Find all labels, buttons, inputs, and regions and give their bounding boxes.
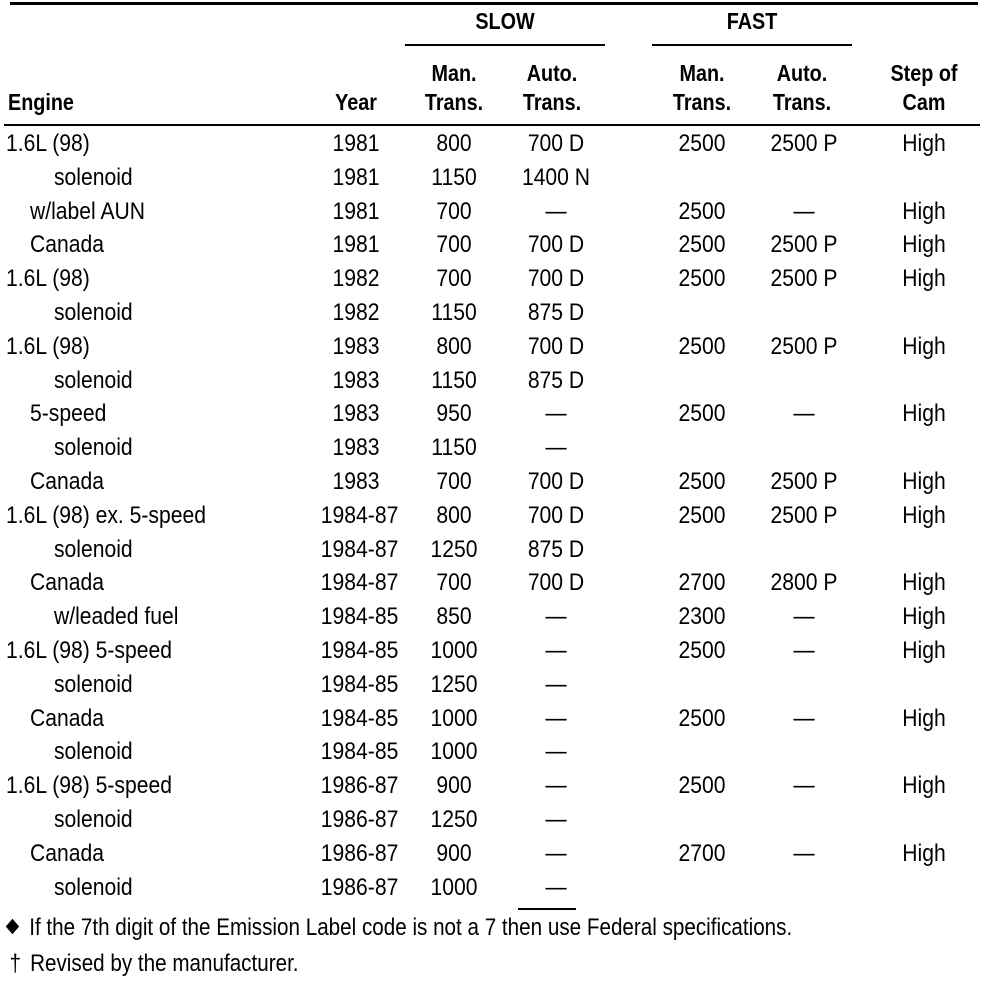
slow-man-trans-cell: 1000 — [430, 637, 478, 664]
slow-auto-trans-cell: — — [545, 197, 567, 225]
slow-man-trans-cell: 900 — [436, 839, 472, 867]
fast-auto-trans-cell: 2800 P — [770, 569, 838, 597]
year-cell: 1984-85 — [320, 704, 399, 732]
engine-cell: solenoid — [54, 434, 133, 462]
year-cell: 1984-87 — [320, 501, 399, 529]
fast-auto-trans-cell: — — [793, 704, 815, 732]
engine-cell: Canada — [30, 468, 104, 495]
year-cell: 1981 — [332, 130, 380, 157]
fast-auto-trans-cell: — — [793, 772, 815, 800]
fast-man-trans-cell: 2500 — [678, 231, 726, 259]
slow-man-trans-cell: 700 — [436, 569, 472, 597]
header-fast: FAST — [726, 8, 778, 34]
slow-man-trans-cell: 1150 — [431, 366, 477, 394]
slow-group-rule — [405, 44, 605, 46]
fast-auto-trans-cell: 2500 P — [770, 468, 838, 495]
slow-man-trans-cell: 1000 — [430, 704, 478, 732]
engine-cell: solenoid — [54, 535, 133, 563]
engine-cell: solenoid — [54, 738, 133, 766]
step-of-cam-cell: High — [902, 501, 946, 529]
fast-auto-trans-cell: — — [793, 197, 815, 225]
engine-cell: 5-speed — [30, 400, 107, 428]
table-end-rule — [518, 908, 576, 910]
slow-auto-trans-cell: 700 D — [527, 231, 585, 259]
header-engine: Engine — [8, 89, 74, 115]
year-cell: 1983 — [332, 400, 380, 428]
slow-auto-trans-cell: 700 D — [527, 265, 585, 293]
slow-auto-trans-cell: 1400 N — [521, 163, 591, 191]
step-of-cam-cell: High — [902, 468, 946, 495]
slow-man-trans-cell: 850 — [436, 603, 472, 631]
step-of-cam-cell: High — [902, 231, 946, 259]
fast-auto-trans-cell: — — [793, 400, 815, 428]
slow-auto-trans-cell: — — [545, 704, 567, 732]
step-of-cam-cell: High — [902, 637, 946, 664]
year-cell: 1983 — [332, 468, 380, 495]
year-cell: 1983 — [332, 332, 380, 360]
fast-man-trans-cell: 2500 — [678, 400, 726, 428]
year-cell: 1981 — [332, 163, 380, 191]
fast-auto-trans-cell: 2500 P — [770, 130, 838, 157]
slow-man-trans-cell: 1150 — [431, 299, 477, 326]
year-cell: 1983 — [332, 434, 380, 462]
fast-man-trans-cell: 2300 — [678, 603, 726, 631]
slow-man-trans-cell: 1150 — [431, 163, 477, 191]
header-fast-man-1: Man. — [679, 60, 725, 86]
engine-cell: 1.6L (98) — [6, 265, 90, 293]
engine-cell: solenoid — [54, 873, 133, 901]
fast-auto-trans-cell: 2500 P — [770, 501, 838, 529]
slow-man-trans-cell: 800 — [436, 501, 472, 529]
year-cell: 1981 — [332, 231, 380, 259]
header-fast-auto-2: Trans. — [772, 89, 832, 115]
slow-man-trans-cell: 950 — [436, 400, 472, 428]
engine-cell: 1.6L (98) 5-speed — [6, 637, 172, 664]
slow-auto-trans-cell: 700 D — [527, 468, 585, 495]
header-rule — [4, 124, 980, 126]
engine-cell: 1.6L (98) — [6, 332, 90, 360]
year-cell: 1984-85 — [320, 738, 399, 766]
engine-cell: 1.6L (98) — [6, 130, 90, 157]
engine-cell: Canada — [30, 704, 104, 732]
slow-auto-trans-cell: — — [545, 839, 567, 867]
engine-cell: solenoid — [54, 299, 133, 326]
header-step-of-cam-2: Cam — [902, 89, 946, 115]
engine-cell: solenoid — [54, 366, 133, 394]
fast-auto-trans-cell: 2500 P — [770, 332, 838, 360]
dagger-icon: † — [9, 950, 21, 977]
slow-auto-trans-cell: — — [545, 603, 567, 631]
slow-man-trans-cell: 700 — [436, 265, 472, 293]
engine-cell: 1.6L (98) 5-speed — [6, 772, 172, 800]
year-cell: 1981 — [332, 197, 380, 225]
header-slow-auto-1: Auto. — [526, 60, 578, 86]
fast-man-trans-cell: 2500 — [678, 637, 726, 664]
header-slow-auto-2: Trans. — [522, 89, 582, 115]
slow-man-trans-cell: 700 — [436, 197, 472, 225]
year-cell: 1984-87 — [320, 569, 399, 597]
step-of-cam-cell: High — [902, 265, 946, 293]
fast-man-trans-cell: 2500 — [678, 468, 726, 495]
fast-man-trans-cell: 2500 — [678, 501, 726, 529]
slow-auto-trans-cell: — — [545, 772, 567, 800]
slow-auto-trans-cell: — — [545, 670, 567, 698]
engine-cell: Canada — [30, 231, 104, 259]
year-cell: 1986-87 — [320, 873, 399, 901]
top-rule — [10, 2, 978, 5]
year-cell: 1984-85 — [320, 637, 399, 664]
fast-auto-trans-cell: — — [793, 637, 815, 664]
fast-man-trans-cell: 2700 — [678, 839, 726, 867]
fast-man-trans-cell: 2500 — [678, 772, 726, 800]
step-of-cam-cell: High — [902, 332, 946, 360]
step-of-cam-cell: High — [902, 197, 946, 225]
year-cell: 1984-85 — [320, 670, 399, 698]
slow-man-trans-cell: 1250 — [430, 670, 478, 698]
fast-man-trans-cell: 2500 — [678, 332, 726, 360]
year-cell: 1986-87 — [320, 806, 399, 833]
fast-man-trans-cell: 2500 — [678, 704, 726, 732]
slow-man-trans-cell: 900 — [436, 772, 472, 800]
engine-cell: Canada — [30, 839, 104, 867]
slow-auto-trans-cell: 700 D — [527, 569, 585, 597]
year-cell: 1982 — [332, 299, 380, 326]
slow-auto-trans-cell: — — [545, 434, 567, 462]
engine-cell: w/leaded fuel — [54, 603, 179, 631]
fast-auto-trans-cell: — — [793, 839, 815, 867]
slow-auto-trans-cell: 700 D — [527, 332, 585, 360]
engine-cell: w/label AUN — [30, 197, 146, 225]
step-of-cam-cell: High — [902, 400, 946, 428]
fast-man-trans-cell: 2500 — [678, 265, 726, 293]
slow-auto-trans-cell: 700 D — [527, 130, 585, 157]
slow-auto-trans-cell: — — [545, 738, 567, 766]
step-of-cam-cell: High — [902, 569, 946, 597]
engine-cell: solenoid — [54, 670, 133, 698]
engine-cell: 1.6L (98) ex. 5-speed — [6, 501, 206, 529]
slow-auto-trans-cell: 875 D — [527, 366, 585, 394]
header-slow: SLOW — [475, 8, 535, 34]
fast-man-trans-cell: 2500 — [678, 130, 726, 157]
fast-auto-trans-cell: 2500 P — [770, 265, 838, 293]
slow-auto-trans-cell: 875 D — [527, 299, 585, 326]
slow-man-trans-cell: 800 — [436, 332, 472, 360]
year-cell: 1986-87 — [320, 772, 399, 800]
engine-cell: solenoid — [54, 163, 133, 191]
year-cell: 1984-87 — [320, 535, 399, 563]
year-cell: 1984-85 — [320, 603, 399, 631]
header-fast-auto-1: Auto. — [776, 60, 828, 86]
step-of-cam-cell: High — [902, 130, 946, 157]
engine-cell: Canada — [30, 569, 104, 597]
fast-group-rule — [652, 44, 852, 46]
slow-man-trans-cell: 800 — [436, 130, 472, 157]
year-cell: 1983 — [332, 366, 380, 394]
diamond-icon — [6, 919, 19, 935]
slow-auto-trans-cell: — — [545, 873, 567, 901]
slow-man-trans-cell: 1150 — [431, 434, 477, 462]
fast-auto-trans-cell: — — [793, 603, 815, 631]
footnote-emission-label-text: If the 7th digit of the Emission Label code is not a 7 then use Federal specifications. — [29, 914, 793, 941]
footnote-emission-label — [6, 914, 792, 942]
slow-auto-trans-cell: — — [545, 806, 567, 833]
year-cell: 1982 — [332, 265, 380, 293]
step-of-cam-cell: High — [902, 603, 946, 631]
slow-man-trans-cell: 1000 — [430, 738, 478, 766]
slow-man-trans-cell: 1000 — [430, 873, 478, 901]
slow-man-trans-cell: 700 — [436, 468, 472, 495]
header-slow-man-1: Man. — [431, 60, 477, 86]
fast-auto-trans-cell: 2500 P — [770, 231, 838, 259]
step-of-cam-cell: High — [902, 839, 946, 867]
slow-man-trans-cell: 700 — [436, 231, 472, 259]
fast-man-trans-cell: 2500 — [678, 197, 726, 225]
header-step-of-cam-1: Step of — [890, 60, 958, 86]
slow-man-trans-cell: 1250 — [430, 806, 478, 833]
year-cell: 1986-87 — [320, 839, 399, 867]
slow-auto-trans-cell: 700 D — [527, 501, 585, 529]
step-of-cam-cell: High — [902, 772, 946, 800]
step-of-cam-cell: High — [902, 704, 946, 732]
header-fast-man-2: Trans. — [672, 89, 732, 115]
footnote-revised — [6, 950, 299, 978]
slow-auto-trans-cell: — — [545, 637, 567, 664]
fast-man-trans-cell: 2700 — [678, 569, 726, 597]
header-year: Year — [335, 89, 377, 115]
slow-auto-trans-cell: — — [545, 400, 567, 428]
slow-auto-trans-cell: 875 D — [527, 535, 585, 563]
engine-cell: solenoid — [54, 806, 133, 833]
header-slow-man-2: Trans. — [424, 89, 484, 115]
slow-man-trans-cell: 1250 — [430, 535, 478, 563]
footnote-revised-text: Revised by the manufacturer. — [30, 950, 299, 977]
